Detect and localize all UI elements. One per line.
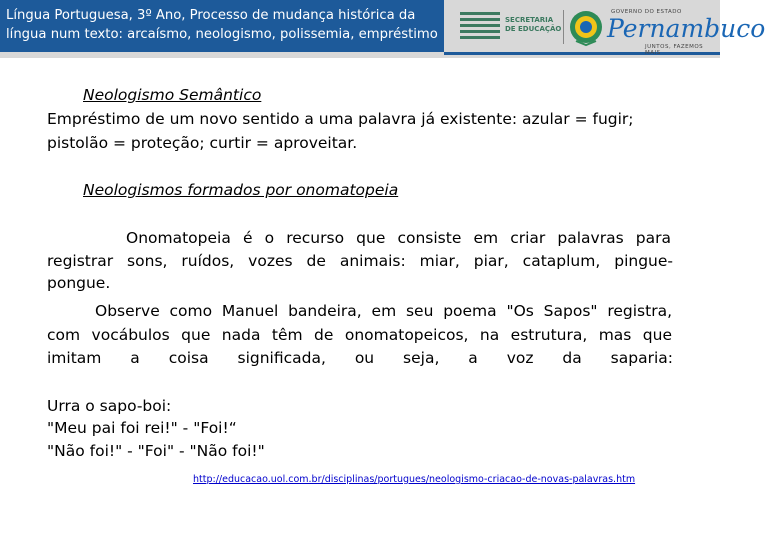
s1-line-1: Empréstimo de um novo sentido a uma palavra já existente: azular = fugir;	[47, 110, 634, 128]
source-link[interactable]: http://educacao.uol.com.br/disciplinas/portugues/neologismo-criacao-de-novas-palavras.htm	[193, 474, 636, 485]
secretaria-logo-icon	[460, 12, 500, 40]
poem-line-2: "Meu pai foi rei!" - "Foi!“	[47, 419, 237, 437]
state-seal-icon	[568, 8, 604, 46]
p1-line-2: registrar sons, ruídos, vozes de animais: miar, piar, cataplum, pingue-	[47, 252, 673, 270]
heading-onomatopeia: Neologismos formados por onomatopeia	[83, 181, 399, 199]
p2-line-2: com vocábulos que nada têm de onomatopeicos, na estrutura, mas que	[47, 326, 672, 344]
p2-line-3: imitam a coisa significada, ou seja, a voz da saparia:	[47, 349, 673, 367]
pernambuco-logo-text: Pernambuco	[607, 14, 765, 43]
header-bar	[0, 0, 765, 58]
poem-line-1: Urra o sapo-boi:	[47, 397, 172, 415]
logo-divider	[563, 10, 564, 44]
title-line-1: Língua Portuguesa, 3º Ano, Processo de mudança histórica da	[6, 8, 416, 23]
s1-line-2: pistolão = proteção; curtir = aproveitar.	[47, 134, 358, 152]
poem-line-3: "Não foi!" - "Foi" - "Não foi!"	[47, 442, 265, 460]
government-slogan: JUNTOS, FAZEMOS MAIS	[645, 44, 704, 56]
secretaria-line-1: SECRETARIA	[505, 16, 554, 24]
p1-line-3: pongue.	[47, 274, 111, 292]
secretaria-line-2: DE EDUCAÇÃO	[505, 25, 562, 33]
heading-neologismo-semantico: Neologismo Semântico	[83, 86, 262, 104]
p2-line-1: Observe como Manuel bandeira, em seu poema "Os Sapos" registra,	[95, 302, 672, 320]
government-label: GOVERNO DO ESTADO	[611, 9, 682, 15]
p1-line-1: Onomatopeia é o recurso que consiste em criar palavras para	[126, 229, 671, 247]
title-line-2: língua num texto: arcaísmo, neologismo, polissemia, empréstimo	[6, 27, 438, 42]
secretaria-label	[505, 16, 561, 34]
title-box	[0, 0, 444, 52]
